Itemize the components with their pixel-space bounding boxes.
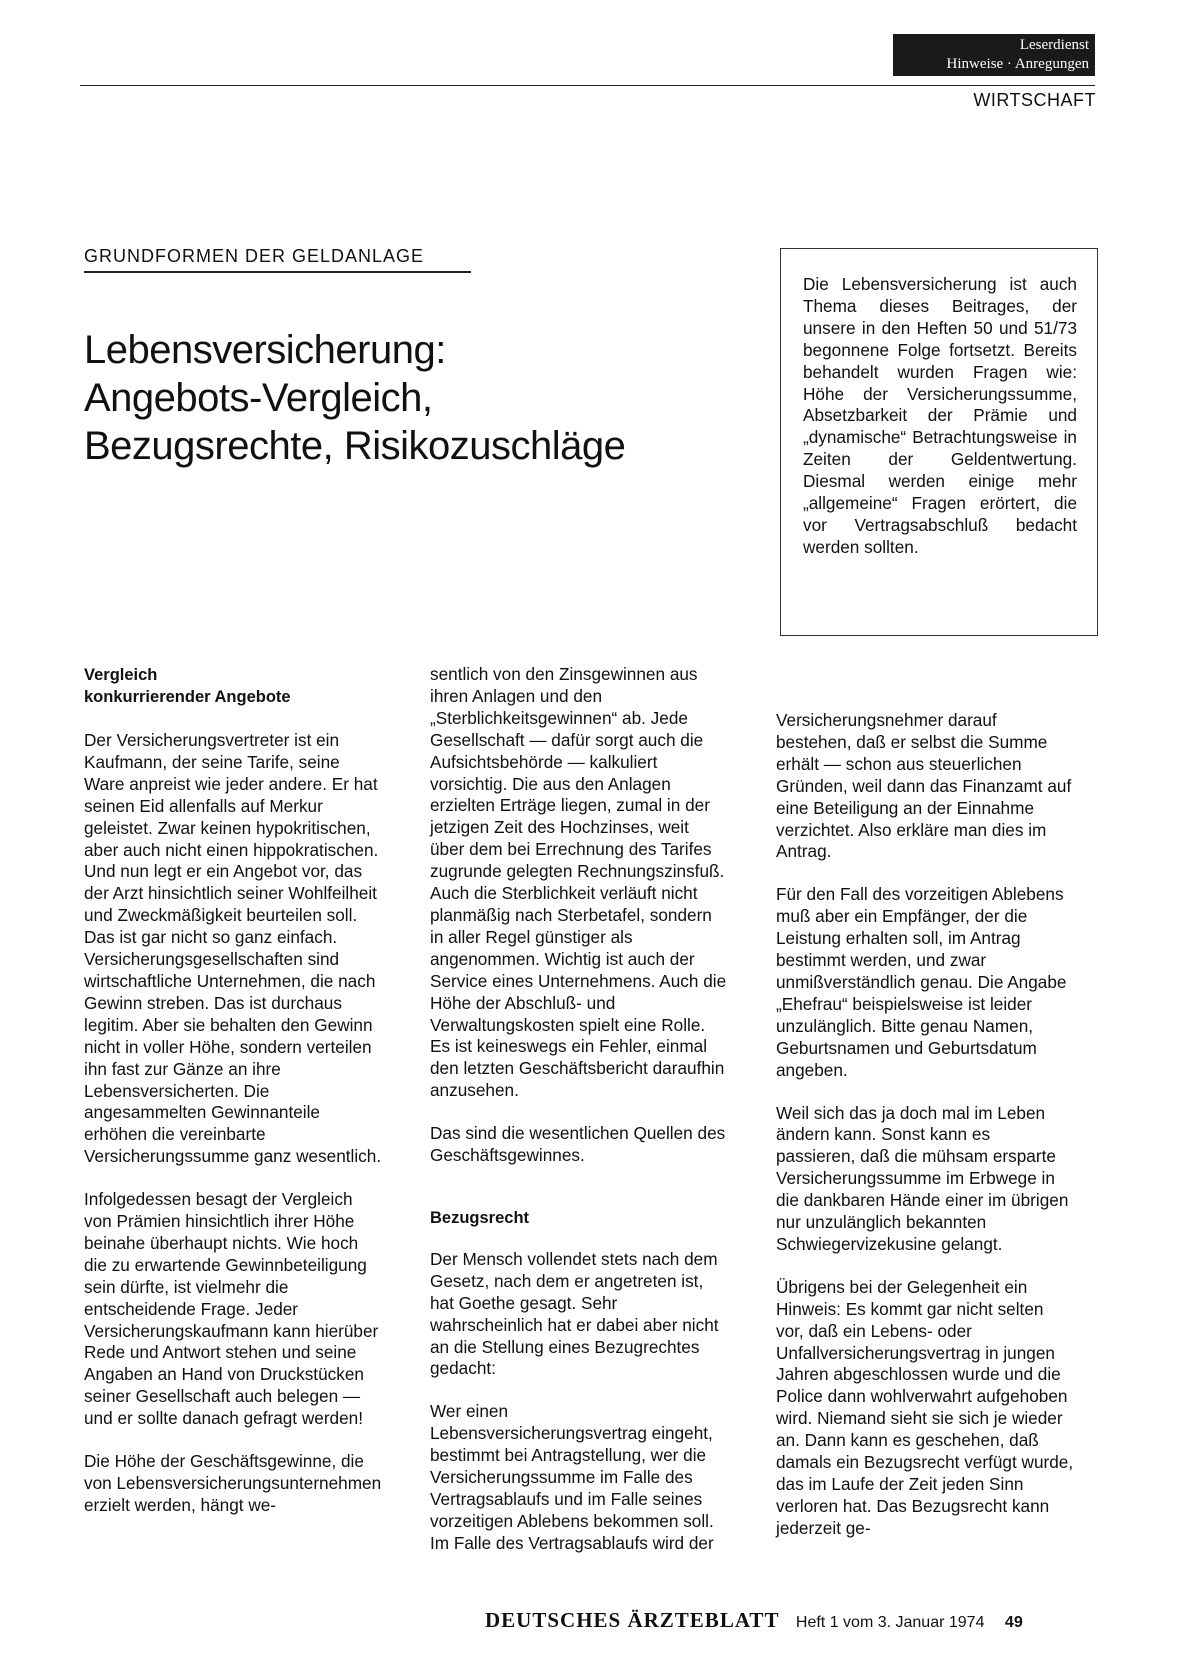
headline-line-1: Lebensversicherung:: [84, 328, 446, 372]
section-label: WIRTSCHAFT: [973, 90, 1096, 110]
paragraph: sentlich von den Zinsgewinnen aus ihren Anlagen und den „Sterblichkeitsgewinnen“ ab. Jede Gesellschaft — dafür sorgt auch die Aufsichtsbehörde — kalkuliert vorsichtig. Die aus den Anlagen erzielten Erträge liegen, zumal in der jetzigen Zeit des Hochzinses, weit über dem bei Errechnung des Tarifes zugrunde gelegten Rechnungszinsfuß. Auch die Sterblichkeit verläuft nicht planmäßig nach Sterbetafel, sondern in aller Regel günstiger als angenommen. Wichtig ist auch der Service eines Unternehmens. Auch die Höhe der Abschluß- und Verwaltungskosten spielt eine Rolle. Es ist keineswegs ein Fehler, einmal den letzten Geschäftsbericht daraufhin anzusehen.: [430, 664, 727, 1101]
paragraph: Für den Fall des vorzeitigen Ablebens muß aber ein Empfänger, der die Leistung erhalten soll, im Antrag bestimmt werden, und zwar unmißverständlich genau. Die Angabe „Ehefrau“ beispielsweise ist leider unzulänglich. Bitte genau Namen, Geburtsnamen und Geburtsdatum angeben.: [776, 884, 1067, 1080]
paragraph: Der Versicherungsvertreter ist ein Kaufmann, der seine Tarife, seine Ware anpreist wie jeder andere. Er hat seinen Eid allenfalls auf Merkur geleistet. Zwar keinen hypokritischen, aber auch nicht einen hippokratischen. Und nun legt er ein Angebot vor, das der Arzt hinsichtlich seiner Wohlfeilheit und Zweckmäßigkeit beurteilen soll. Das ist gar nicht so ganz einfach. Versicherungsgesellschaften sind wirtschaftliche Unternehmen, die nach Gewinn streben. Das ist durchaus legitim. Aber sie behalten den Gewinn nicht in voller Höhe, sondern verteilen ihn fast zur Gänze an ihre Lebensversicherten. Die angesammelten Gewinnanteile erhöhen die vereinbarte Versicherungssumme ganz wesentlich.: [84, 730, 382, 1167]
paragraph: Versicherungsnehmer darauf bestehen, daß er selbst die Summe erhält — schon aus steuerlichen Gründen, weil dann das Finanzamt auf eine Beteiligung an der Einnahme verzichtet. Also erkläre man dies im Antrag.: [776, 710, 1072, 862]
subheading-line-1: Vergleich: [84, 666, 158, 684]
leserdienst-badge: [893, 34, 1095, 76]
paragraph: Infolgedessen besagt der Vergleich von Prämien hinsichtlich ihrer Höhe beinahe überhaupt nichts. Wie hoch die zu erwartende Gewinnbeteiligung sein dürfte, ist vielmehr die entscheidende Frage. Jeder Versicherungskaufmann kann hierüber Rede und Antwort stehen und seine Angaben an Hand von Druckstücken seiner Gesellschaft auch belegen — und er sollte danach gefragt werden!: [84, 1189, 379, 1429]
issue-info: Heft 1 vom 3. Januar 1974: [795, 1614, 985, 1631]
headline-line-3: Bezugsrechte, Risikozuschläge: [84, 424, 626, 468]
paragraph: Wer einen Lebensversicherungsvertrag eingeht, bestimmt bei Antragstellung, wer die Versicherungssumme im Falle des Vertragsablaufs und im Falle seines vorzeitigen Ablebens bekommen soll. Im Falle des Vertragsablaufs wird der: [430, 1401, 714, 1553]
paragraph: Weil sich das ja doch mal im Leben ändern kann. Sonst kann es passieren, daß die mühsam ersparte Versicherungssumme im Erbwege in die dankbaren Hände einer im übrigen nur unzulänglich bekannten Schwiegervizekusine gelangt.: [776, 1102, 1069, 1254]
column-1: [84, 664, 382, 1538]
column-2: [430, 664, 728, 1576]
page-number: 49: [1004, 1614, 1023, 1631]
badge-line-2: Hinweise · Anregungen: [946, 56, 1089, 72]
header-rule: [80, 85, 1095, 86]
column-3: [776, 710, 1074, 1561]
paragraph: Übrigens bei der Gelegenheit ein Hinweis: Es kommt gar nicht selten vor, daß ein Lebens- oder Unfallversicherungsvertrag in jungen Jahren abgeschlossen wurde und die Police dann wohlverwahrt aufgehoben wird. Niemand sieht sie sich je wieder an. Dann kann es geschehen, daß damals ein Bezugsrecht verfügt wurde, das im Laufe der Zeit jeden Sinn verloren hat. Das Bezugsrecht kann jederzeit ge-: [776, 1276, 1074, 1538]
masthead: DEUTSCHES ÄRZTEBLATT: [485, 1608, 780, 1632]
paragraph: Der Mensch vollendet stets nach dem Gesetz, nach dem er angetreten ist, hat Goethe gesagt. Sehr wahrscheinlich hat er dabei aber nicht an die Stellung eines Bezugrechtes gedacht:: [430, 1248, 719, 1379]
kicker-rule: [84, 271, 471, 273]
headline-line-2: Angebots-Vergleich,: [84, 376, 433, 420]
kicker: GRUNDFORMEN DER GELDANLAGE: [84, 246, 425, 266]
page-footer: [485, 1608, 1023, 1633]
paragraph: Die Höhe der Geschäftsgewinne, die von Lebensversicherungsunternehmen erzielt werden, hängt we-: [84, 1451, 382, 1515]
paragraph: Das sind die wesentlichen Quellen des Geschäftsgewinnes.: [430, 1123, 726, 1166]
subheading-line-2: konkurrierender Angebote: [84, 688, 291, 706]
headline: [84, 326, 625, 470]
badge-line-1: Leserdienst: [1019, 37, 1089, 53]
subheading-vergleich: [84, 664, 382, 708]
intro-box: Die Lebensversicherung ist auch Thema dieses Beitrages, der unsere in den Heften 50 und 51/73 begonnene Folge fortsetzt. Bereits behandelt wurden Fragen wie: Höhe der Versicherungssumme, Absetzbarkeit der Prämie und „dynamische“ Betrachtungsweise in Zeiten der Geldentwertung. Diesmal werden einige mehr „allgemeine“ Fragen erörtert, die vor Vertragsabschluß bedacht werden sollten.: [780, 248, 1098, 636]
subheading-bezugsrecht: Bezugsrecht: [430, 1208, 530, 1227]
